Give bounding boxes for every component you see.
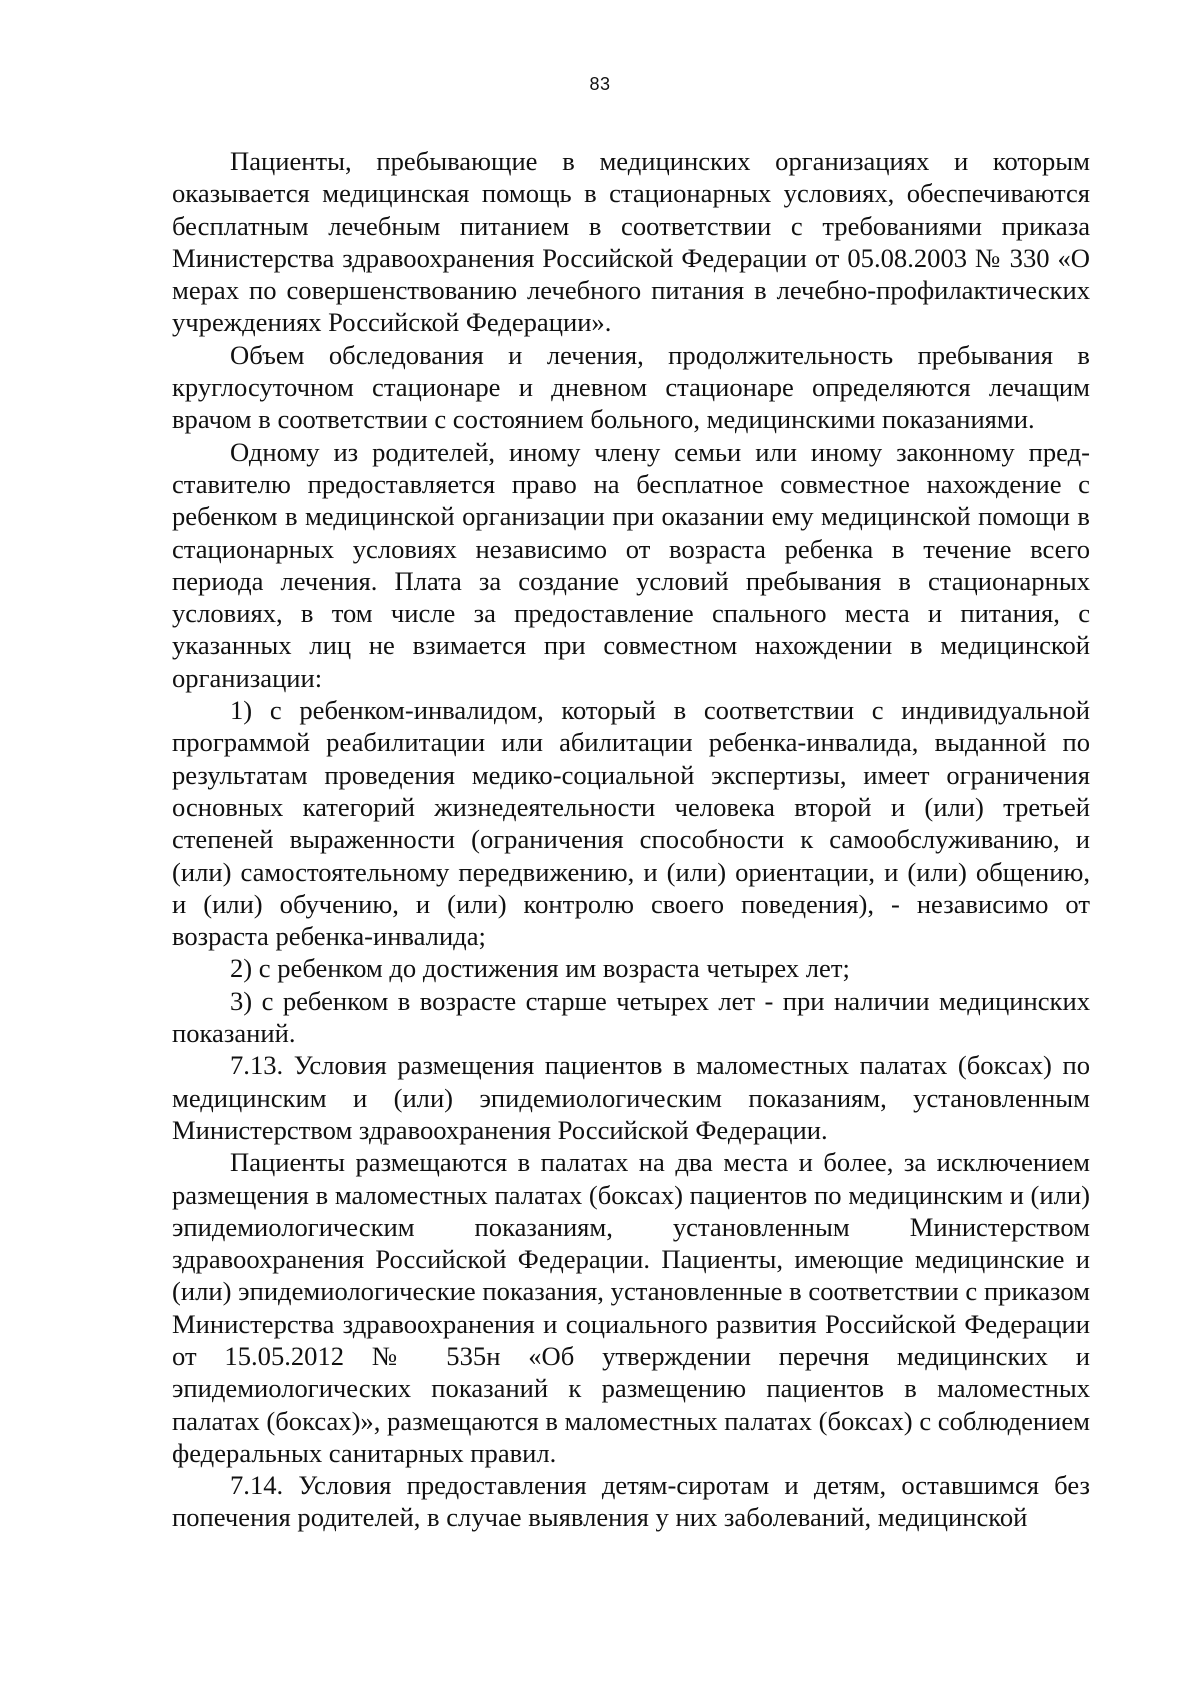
paragraph-patient-nutrition: Пациенты, пребывающие в медицинских организациях и которым оказывается медицинская помощь в стационарных условиях, обеспечиваются бесплатным лечебным питанием в соответствии с требованиями приказа Министерства здравоохранения Российской Федерации от 05.08.2003 № 330 «О мерах по совершенствованию лечебного питания в лечебно-профилактических учреждениях Российской Федерации». bbox=[172, 146, 1090, 338]
document-body bbox=[172, 145, 1090, 1534]
list-item-1-disabled-child: 1) с ребенком-инвалидом, который в соответствии с индивидуальной программой реабилитации или абилитации ребенка-инвалида, выданной по результатам проведения медико-социальной экспертизы, имеет ограничения основных категорий жизнедеятельности человека второй и (или) третьей степеней выраженности (ограничения способности к самообслуживанию, и (или) самостоятельному передвижению, и (или) ориентации, и (или) общению, и (или) обучению, и (или) контролю своего поведения), - независимо от возраста ребенка-инвалида; bbox=[172, 695, 1090, 952]
paragraph-parent-stay: Одному из родителей, иному члену семьи или иному законному представителю предоставляется право на бесплатное совместное нахождение с ребенком в медицинской организации при оказании ему медицинской помощи в стационарных условиях независимо от возраста ребенка в течение всего периода лечения. Плата за создание условий пребывания в стационарных условиях, в том числе за предоставление спального места и питания, с указанных лиц не взимается при совместном нахождении в медицинской организации: bbox=[172, 436, 1090, 693]
paragraph-examination-scope: Объем обследования и лечения, продолжительность пребывания в круглосуточном стационаре и дневном стационаре определяются лечащим врачом в соответствии с состоянием больного, медицинскими показаниями. bbox=[172, 339, 1090, 435]
list-item-2-under-four: 2) с ребенком до достижения им возраста четырех лет; bbox=[230, 953, 850, 984]
paragraph-ward-placement: Пациенты размещаются в палатах на два места и более, за исключением размещения в маломестных палатах (боксах) пациентов по медицинским и (или) эпидемиологическим показаниям, установленным Министерством здравоохранения Российской Федерации. Пациенты, имеющие медицинские и (или) эпидемиологические показания, установленные в соответствии с приказом Министерства здравоохранения и социального развития Российской Федерации от 15.05.2012 № 535н «Об утверждении перечня медицинских и эпидемиологических показаний к размещению пациентов в маломестных палатах (боксах)», размещаются в маломестных палатах (боксах) с соблюдением федеральных санитарных правил. bbox=[172, 1147, 1090, 1468]
list-item-3-over-four: 3) с ребенком в возрасте старше четырех лет - при наличии медицинских показаний. bbox=[172, 985, 1090, 1049]
section-7-13-heading: 7.13. Условия размещения пациентов в маломестных палатах (боксах) по медицинским и (или) эпидемиологическим показаниям, установленным Министерством здравоохранения Российской Федерации. bbox=[172, 1050, 1090, 1145]
section-7-14-heading: 7.14. Условия предоставления детям-сиротам и детям, оставшимся без попечения родителей, в случае выявления у них заболеваний, медицинской bbox=[172, 1470, 1090, 1533]
page-number: 83 bbox=[589, 74, 611, 94]
